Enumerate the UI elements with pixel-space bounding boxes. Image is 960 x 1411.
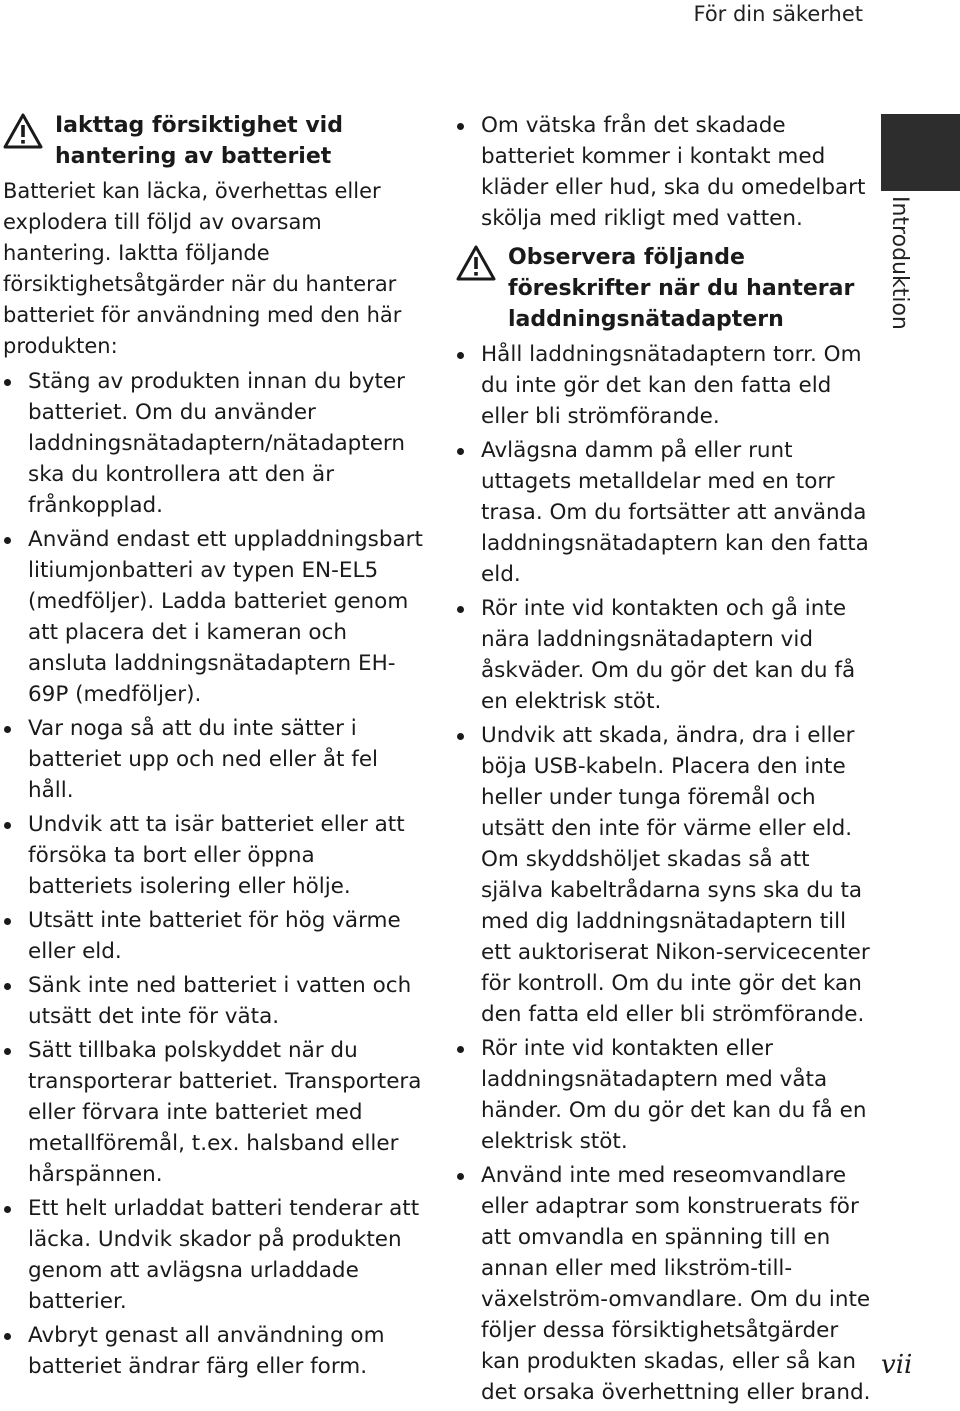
list-item: Undvik att skada, ändra, dra i eller böja USB-kabeln. Placera den inte heller under tunga föremål och utsätt den inte för värme eller eld. Om skyddshöljet skadas så att själva kabeltrådarna syns ska du ta med dig laddningsnätadaptern till ett auktoriserat Nikon-servicecenter för kontroll. Om du inte gör det kan den fatta eld eller bli strömförande.	[456, 720, 874, 1030]
adapter-precaution-list	[456, 339, 874, 1408]
battery-caution-heading	[3, 110, 423, 172]
list-item: Använd endast ett uppladdningsbart litiumjonbatteri av typen EN-EL5 (medföljer). Ladda batteriet genom att placera det i kameran och ansluta laddningsnätadaptern EH-69P (medföljer).	[3, 524, 423, 710]
list-item: Sänk inte ned batteriet i vatten och utsätt det inte för väta.	[3, 970, 423, 1032]
list-item: Håll laddningsnätadaptern torr. Om du inte gör det kan den fatta eld eller bli strömförande.	[456, 339, 874, 432]
right-column	[456, 110, 874, 1411]
list-item: Utsätt inte batteriet för hög värme eller eld.	[3, 905, 423, 967]
section-tab-label: Introduktion	[887, 196, 912, 330]
list-item: Använd inte med reseomvandlare eller adaptrar som konstruerats för att omvandla en spänning till en annan eller med likström-till-växelström-omvandlare. Om du inte följer dessa försiktighetsåtgärder kan produkten skadas, eller så kan det orsaka överhettning eller brand.	[456, 1160, 874, 1408]
list-item: Om vätska från det skadade batteriet kommer i kontakt med kläder eller hud, ska du omedelbart skölja med rikligt med vatten.	[456, 110, 874, 234]
list-item: Rör inte vid kontakten eller laddningsnätadaptern med våta händer. Om du gör det kan du få en elektrisk stöt.	[456, 1033, 874, 1157]
left-column	[3, 110, 423, 1385]
list-item: Ett helt urladdat batteri tenderar att läcka. Undvik skador på produkten genom att avlägsna urladdade batterier.	[3, 1193, 423, 1317]
list-item: Stäng av produkten innan du byter batteriet. Om du använder laddningsnätadaptern/nätadaptern ska du kontrollera att den är frånkopplad.	[3, 366, 423, 521]
page-number: vii	[881, 1350, 913, 1380]
heading-text: Iakttag försiktighet vid hantering av batteriet	[55, 113, 343, 169]
section-tab-marker	[881, 114, 960, 191]
list-item: Avbryt genast all användning om batteriet ändrar färg eller form.	[3, 1320, 423, 1382]
adapter-caution-heading	[456, 242, 874, 335]
list-item: Sätt tillbaka polskyddet när du transporterar batteriet. Transportera eller förvara inte batteriet med metallföremål, t.ex. halsband eller hårspännen.	[3, 1035, 423, 1190]
list-item: Rör inte vid kontakten och gå inte nära laddningsnätadaptern vid åskväder. Om du gör det kan du få en elektrisk stöt.	[456, 593, 874, 717]
heading-text: Observera följande föreskrifter när du hanterar laddningsnätadaptern	[508, 245, 855, 332]
page-header: För din säkerhet	[693, 2, 863, 26]
battery-intro-text: Batteriet kan läcka, överhettas eller explodera till följd av ovarsam hantering. Iaktta följande försiktighetsåtgärder när du hanterar batteriet för användning med den här produkten:	[3, 179, 402, 358]
list-item: Avlägsna damm på eller runt uttagets metalldelar med en torr trasa. Om du fortsätter att använda laddningsnätadaptern kan den fatta eld.	[456, 435, 874, 590]
list-item: Undvik att ta isär batteriet eller att försöka ta bort eller öppna batteriets isolering eller hölje.	[3, 809, 423, 902]
battery-precaution-list-continued	[456, 110, 874, 234]
warning-icon	[456, 245, 496, 281]
battery-precaution-list	[3, 366, 423, 1382]
warning-icon	[3, 113, 43, 149]
list-item: Var noga så att du inte sätter i batteriet upp och ned eller åt fel håll.	[3, 713, 423, 806]
